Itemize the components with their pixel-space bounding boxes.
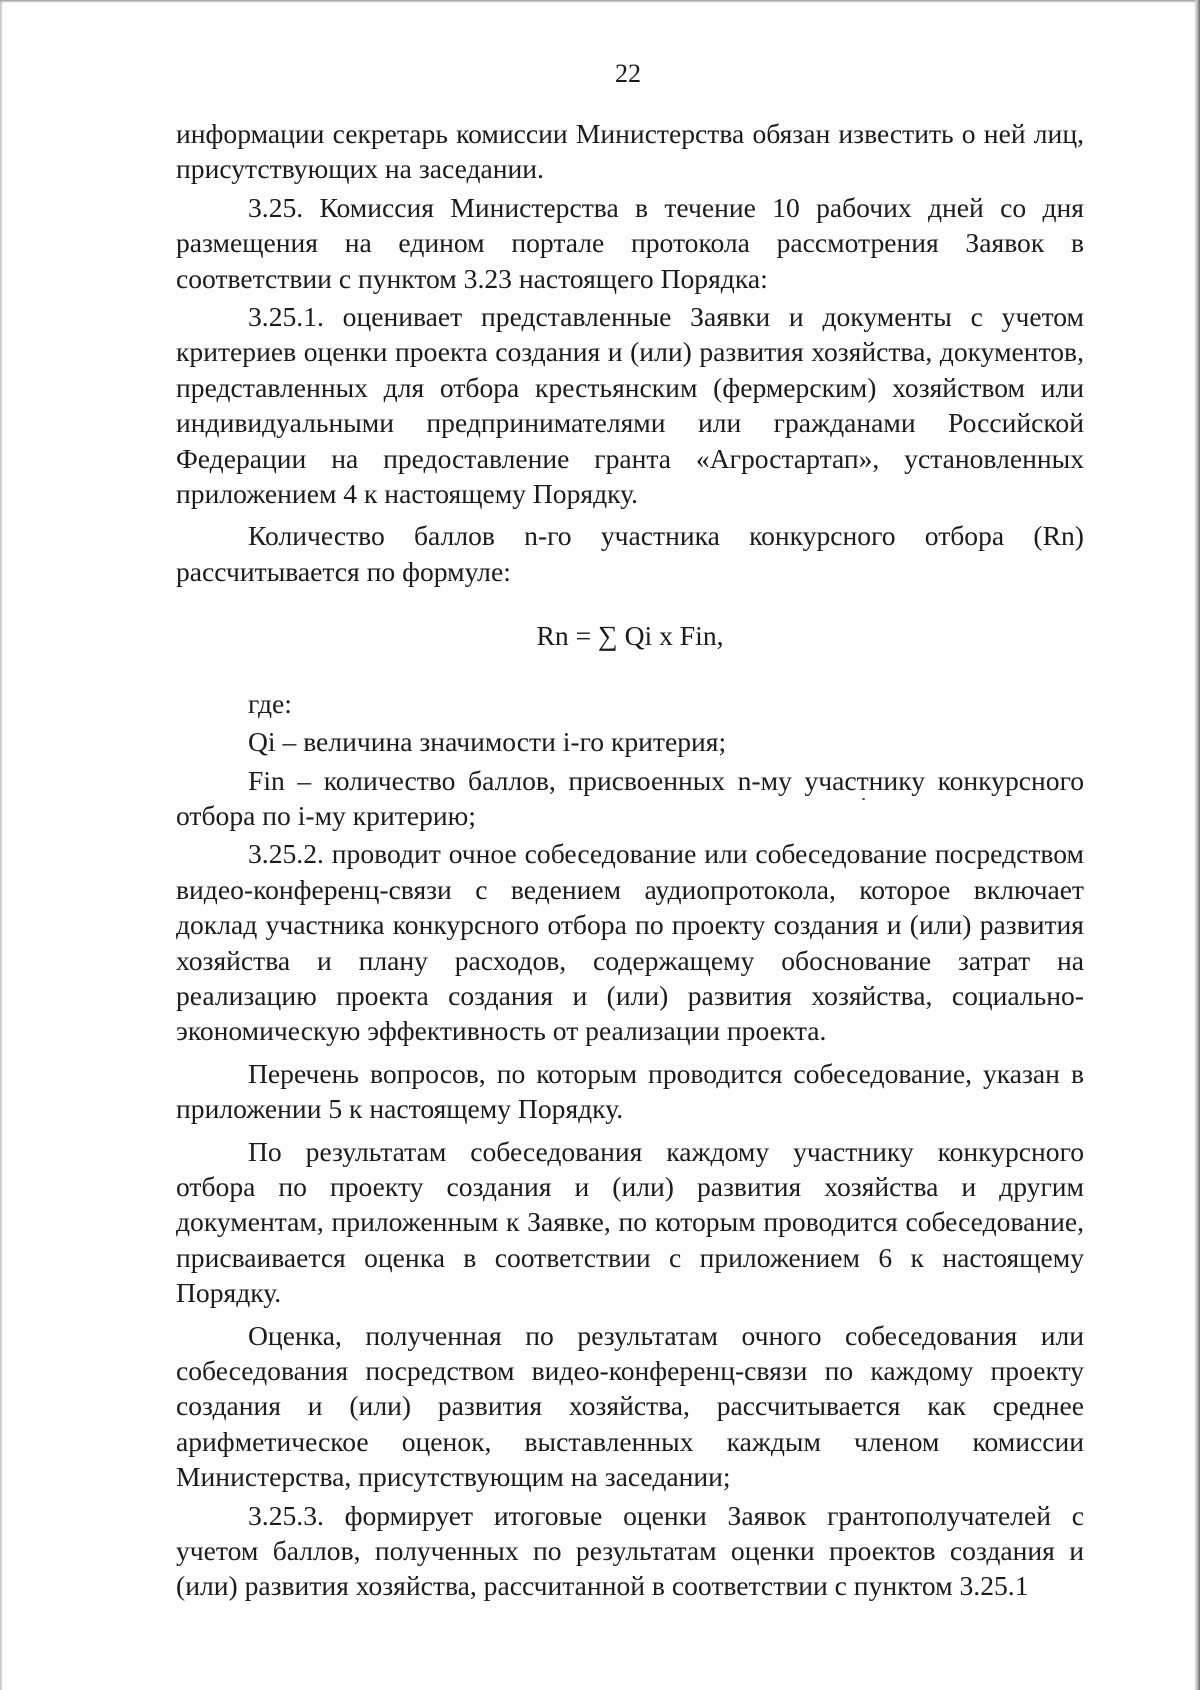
paragraph-question-list: Перечень вопросов, по которым проводится собеседование, указан в приложении 5 к настоящему Порядку. [176,1057,1084,1125]
paragraph-where: где: [248,687,292,719]
paragraph-average-score: Оценка, полученная по результатам очного собеседования или собеседования посредством видео-конференц-связи по каждому проекту создания и (или) развития хозяйства, рассчитывается как среднее арифметическое оценок, выставленных каждым членом комиссии Министерства, присутствующим на заседании; [176,1319,1084,1493]
paragraph-qi-definition: Qi – величина значимости i-го критерия; [248,726,727,758]
scan-speck [862,798,865,800]
paragraph-score-count: Количество баллов n-го участника конкурсного отбора (Rn) рассчитывается по формуле: [176,520,1084,587]
paragraph-interview-results: По результатам собеседования каждому участнику конкурсного отбора по проекту создания и (или) развития хозяйства и другим документам, приложенным к Заявке, по которым проводится собеседование, присваивается оценка в соответствии с приложением 6 к настоящему Порядку. [176,1135,1084,1309]
page-number: 22 [615,59,641,88]
scan-edge-top [0,0,1200,3]
paragraph-continuation: информации секретарь комиссии Министерства обязан известить о ней лиц, присутствующих на заседании. [176,118,1084,185]
paragraph-3-25-1: 3.25.1. оценивает представленные Заявки и документы с учетом критериев оценки проекта создания и (или) развития хозяйства, документов, представленных для отбора крестьянским (фермерским) хозяйством или индивидуальными предпринимателями или гражданами Российской Федерации на предоставление гранта «Агростартап», установленных приложением 4 к настоящему Порядку. [176,301,1084,510]
paragraph-3-25: 3.25. Комиссия Министерства в течение 10 рабочих дней со дня размещения на едином портале протокола рассмотрения Заявок в соответствии с пунктом 3.23 настоящего Порядка: [176,191,1084,294]
scan-edge-left [0,0,3,1690]
document-body [176,116,1084,1604]
scan-edge-right [1194,0,1200,1690]
formula: Rn = ∑ Qi x Fin, [536,620,724,652]
paragraph-fin-definition: Fin – количество баллов, присвоенных n-му участнику конкурсного отбора по i-му критерию; [176,764,1084,831]
paragraph-3-25-3: 3.25.3. формирует итоговые оценки Заявок грантополучателей с учетом баллов, полученных по результатам оценки проектов создания и (или) развития хозяйства, рассчитанной в соответствии с пунктом 3.25.1 [176,1499,1084,1602]
paragraph-3-25-2: 3.25.2. проводит очное собеседование или собеседование посредством видео-конференц-связи с ведением аудиопротокола, которое включает доклад участника конкурсного отбора по проекту создания и (или) развития хозяйства и плану расходов, содержащему обоснование затрат на реализацию проекта создания и (или) развития хозяйства, социально-экономическую эффективность от реализации проекта. [176,838,1084,1047]
